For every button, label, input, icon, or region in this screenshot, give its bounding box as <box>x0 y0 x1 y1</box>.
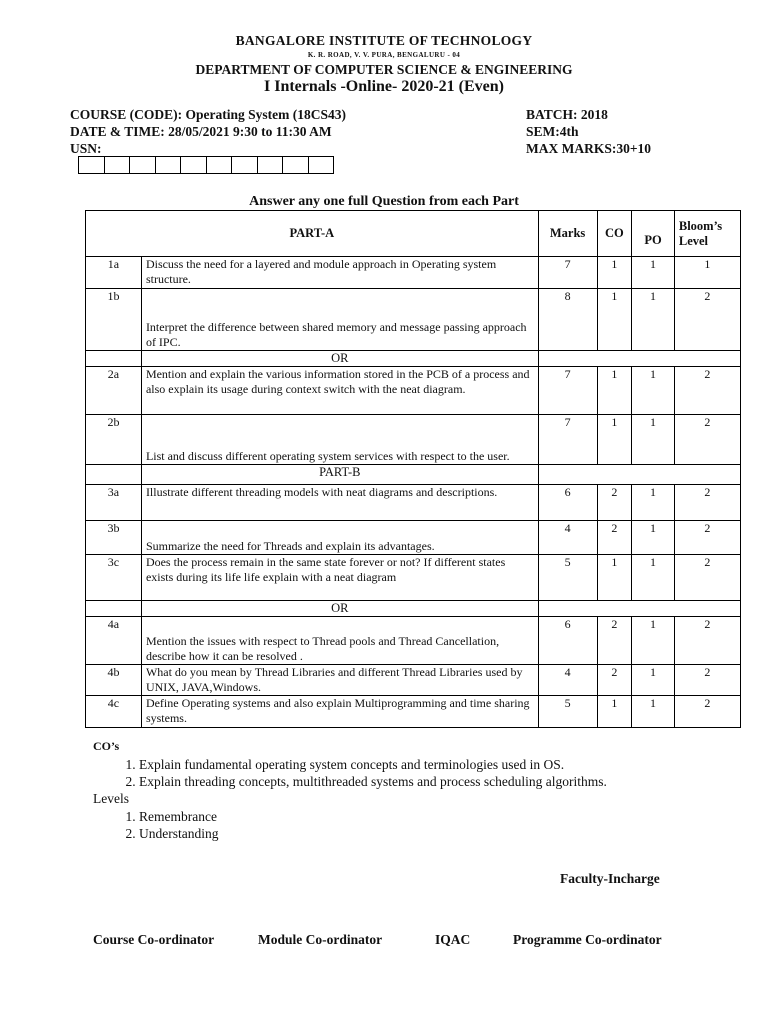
marks-cell: 5 <box>538 555 597 601</box>
usn-box <box>79 157 105 173</box>
course-label: COURSE (CODE): <box>70 107 183 122</box>
question-table <box>85 210 741 728</box>
question-number: 3a <box>86 485 142 521</box>
blooms-level-cell: 2 <box>674 289 740 351</box>
marks-cell: 7 <box>538 367 597 415</box>
separator-row <box>86 465 741 485</box>
question-row <box>86 415 741 465</box>
institute-address: K. R. ROAD, V. V. PURA, BENGALURU - 04 <box>307 51 461 59</box>
table-header-row <box>86 211 741 257</box>
datetime-label: DATE & TIME: <box>70 124 165 139</box>
usn-box <box>181 157 207 173</box>
cos-label: CO’s <box>93 739 120 753</box>
co-cell: 1 <box>597 289 632 351</box>
question-number: 3b <box>86 521 142 555</box>
co-item: 2. Explain threading concepts, multithreaded systems and process scheduling algorithms. <box>139 773 713 790</box>
usn-box <box>258 157 284 173</box>
datetime-line <box>70 123 346 140</box>
blooms-level-cell: 2 <box>674 665 740 696</box>
question-text: Summarize the need for Threads and explain its advantages. <box>141 521 538 555</box>
marks-header: Marks <box>538 211 597 257</box>
question-number: 1a <box>86 257 142 289</box>
marks-cell: 4 <box>538 665 597 696</box>
po-cell: 1 <box>632 665 675 696</box>
po-cell: 1 <box>632 415 675 465</box>
part-a-header: PART-A <box>86 211 539 257</box>
po-cell: 1 <box>632 555 675 601</box>
question-row <box>86 555 741 601</box>
batch-text: BATCH: 2018 <box>526 107 608 122</box>
question-number: 2b <box>86 415 142 465</box>
co-item: 1. Explain fundamental operating system concepts and terminologies used in OS. <box>139 756 713 773</box>
question-number: 1b <box>86 289 142 351</box>
institute-name: BANGALORE INSTITUTE OF TECHNOLOGY <box>235 33 533 48</box>
course-coordinator-label: Course Co-ordinator <box>93 932 215 947</box>
question-row <box>86 289 741 351</box>
usn-boxes <box>78 156 334 174</box>
question-text: Does the process remain in the same state forever or not? If different states exists during its life life explain with a neat diagram <box>141 555 538 601</box>
co-cell: 1 <box>597 696 632 728</box>
co-cell: 1 <box>597 555 632 601</box>
po-cell: 1 <box>632 257 675 289</box>
marks-cell: 4 <box>538 521 597 555</box>
question-text: Mention the issues with respect to Thread pools and Thread Cancellation, describe how it can be resolved . <box>141 617 538 665</box>
po-cell: 1 <box>632 521 675 555</box>
question-row <box>86 257 741 289</box>
usn-box <box>130 157 156 173</box>
marks-cell: 8 <box>538 289 597 351</box>
iqac-label: IQAC <box>435 932 471 947</box>
co-cell: 2 <box>597 521 632 555</box>
course-line <box>70 106 346 123</box>
separator-cell <box>86 351 142 367</box>
question-row <box>86 617 741 665</box>
question-number: 4a <box>86 617 142 665</box>
question-number: 3c <box>86 555 142 601</box>
usn-box <box>309 157 335 173</box>
question-text: List and discuss different operating system services with respect to the user. <box>141 415 538 465</box>
blooms-level-cell: 2 <box>674 555 740 601</box>
question-row <box>86 485 741 521</box>
co-cell: 1 <box>597 367 632 415</box>
po-header: PO <box>632 211 675 257</box>
separator-row <box>86 601 741 617</box>
level-item: 2. Understanding <box>139 825 713 842</box>
question-number: 4c <box>86 696 142 728</box>
department-name: DEPARTMENT OF COMPUTER SCIENCE & ENGINEERING <box>195 62 573 77</box>
po-cell: 1 <box>632 367 675 415</box>
separator-label: OR <box>141 601 538 617</box>
separator-label: PART-B <box>141 465 538 485</box>
question-text: Define Operating systems and also explain Multiprogramming and time sharing systems. <box>141 696 538 728</box>
module-coordinator-label: Module Co-ordinator <box>258 932 383 947</box>
blooms-level-cell: 2 <box>674 521 740 555</box>
usn-box <box>283 157 309 173</box>
blooms-level-cell: 1 <box>674 257 740 289</box>
question-text: Mention and explain the various information stored in the PCB of a process and also explain its usage during context switch with the neat diagram. <box>141 367 538 415</box>
co-cell: 1 <box>597 257 632 289</box>
question-row <box>86 367 741 415</box>
separator-cell <box>86 601 142 617</box>
blooms-level-header: Bloom’s Level <box>674 211 740 257</box>
marks-cell: 6 <box>538 617 597 665</box>
usn-label: USN: <box>70 141 102 156</box>
instruction: Answer any one full Question from each Part <box>249 194 519 209</box>
question-number: 4b <box>86 665 142 696</box>
question-number: 2a <box>86 367 142 415</box>
exam-meta-right <box>526 106 651 157</box>
cos-list <box>93 756 713 790</box>
separator-cell <box>538 465 740 485</box>
marks-cell: 6 <box>538 485 597 521</box>
question-row <box>86 521 741 555</box>
course-value: Operating System (18CS43) <box>185 107 347 122</box>
question-text: Illustrate different threading models with neat diagrams and descriptions. <box>141 485 538 521</box>
question-text: What do you mean by Thread Libraries and different Thread Libraries used by UNIX, JAVA,Windows. <box>141 665 538 696</box>
question-text: Interpret the difference between shared memory and message passing approach of IPC. <box>141 289 538 351</box>
blooms-level-cell: 2 <box>674 617 740 665</box>
blooms-level-cell: 2 <box>674 367 740 415</box>
level-item: 1. Remembrance <box>139 808 713 825</box>
po-cell: 1 <box>632 617 675 665</box>
question-row <box>86 696 741 728</box>
faculty-incharge-label: Faculty-Incharge <box>560 871 660 886</box>
semester-text: SEM:4th <box>526 124 579 139</box>
co-header: CO <box>597 211 632 257</box>
levels-label: Levels <box>93 791 129 806</box>
co-cell: 1 <box>597 415 632 465</box>
co-cell: 2 <box>597 665 632 696</box>
usn-box <box>207 157 233 173</box>
question-row <box>86 665 741 696</box>
po-cell: 1 <box>632 485 675 521</box>
usn-box <box>156 157 182 173</box>
separator-cell <box>86 465 142 485</box>
blooms-level-cell: 2 <box>674 415 740 465</box>
separator-cell <box>538 351 740 367</box>
separator-cell <box>538 601 740 617</box>
marks-cell: 7 <box>538 257 597 289</box>
separator-label: OR <box>141 351 538 367</box>
po-cell: 1 <box>632 696 675 728</box>
marks-cell: 5 <box>538 696 597 728</box>
exam-meta-left <box>70 106 346 157</box>
question-text: Discuss the need for a layered and module approach in Operating system structure. <box>141 257 538 289</box>
course-outcomes <box>93 738 713 842</box>
blooms-level-cell: 2 <box>674 696 740 728</box>
programme-coordinator-label: Programme Co-ordinator <box>513 932 662 947</box>
po-cell: 1 <box>632 289 675 351</box>
exam-title: I Internals -Online- 2020-21 (Even) <box>264 78 504 95</box>
levels-list <box>93 808 713 842</box>
usn-box <box>232 157 258 173</box>
co-cell: 2 <box>597 485 632 521</box>
marks-cell: 7 <box>538 415 597 465</box>
max-marks-text: MAX MARKS:30+10 <box>526 141 652 156</box>
blooms-level-cell: 2 <box>674 485 740 521</box>
usn-box <box>105 157 131 173</box>
datetime-value: 28/05/2021 9:30 to 11:30 AM <box>168 124 332 139</box>
separator-row <box>86 351 741 367</box>
co-cell: 2 <box>597 617 632 665</box>
